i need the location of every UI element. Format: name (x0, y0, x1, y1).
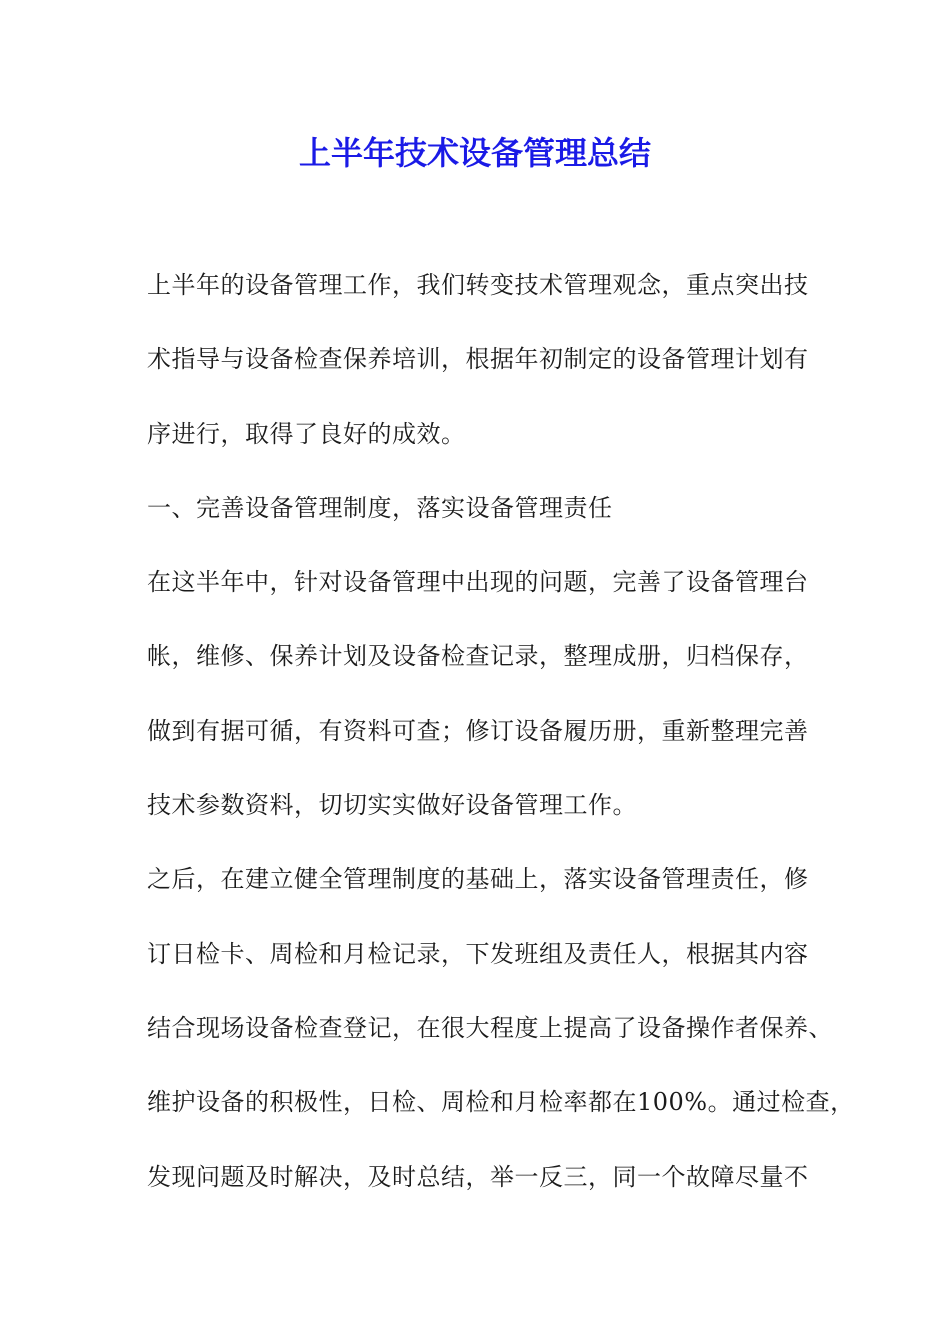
paragraph-line: 在这半年中，针对设备管理中出现的问题，完善了设备管理台 (147, 568, 809, 597)
document-body (147, 263, 855, 1229)
paragraph-line: 之后，在建立健全管理制度的基础上，落实设备管理责任，修 (147, 865, 809, 894)
paragraph-line: 帐，维修、保养计划及设备检查记录，整理成册，归档保存， (147, 642, 809, 671)
paragraph-line: 订日检卡、周检和月检记录，下发班组及责任人，根据其内容 (147, 939, 809, 968)
paragraph-line: 技术参数资料，切切实实做好设备管理工作。 (147, 791, 637, 820)
paragraph-line: 做到有据可循，有资料可查；修订设备履历册，重新整理完善 (147, 716, 809, 745)
paragraph-line: 上半年的设备管理工作，我们转变技术管理观念，重点突出技 (147, 271, 809, 299)
document-title: 上半年技术设备管理总结 (298, 134, 651, 172)
paragraph-line: 维护设备的积极性，日检、周检和月检率都在100%。通过检查， (147, 1088, 855, 1117)
section-heading: 一、完善设备管理制度，落实设备管理责任 (147, 493, 613, 522)
paragraph-line: 结合现场设备检查登记，在很大程度上提高了设备操作者保养、 (147, 1013, 833, 1042)
paragraph-line: 发现问题及时解决，及时总结，举一反三，同一个故障尽量不 (147, 1162, 809, 1191)
paragraph-line: 术指导与设备检查保养培训，根据年初制定的设备管理计划有 (147, 345, 809, 374)
paragraph-line: 序进行，取得了良好的成效。 (147, 419, 466, 448)
